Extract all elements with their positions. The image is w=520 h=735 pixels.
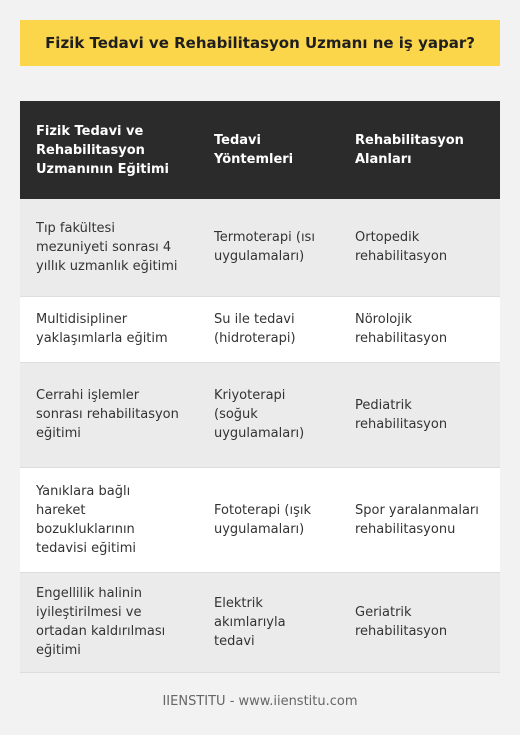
table-header-row bbox=[20, 101, 500, 199]
table-cell: Engellilik halinin iyileştirilmesi ve ortadan kaldırılması eğitimi bbox=[20, 572, 198, 672]
footer-credit: IIENSTITU - www.iienstitu.com bbox=[162, 694, 358, 709]
table-cell: Kriyoterapi (soğuk uygulamaları) bbox=[198, 362, 339, 467]
table-cell: Cerrahi işlemler sonrası rehabilitasyon eğitimi bbox=[20, 362, 198, 467]
table-cell: Geriatrik rehabilitasyon bbox=[339, 572, 500, 672]
header-rehabilitation-areas: Rehabilitasyon Alanları bbox=[339, 101, 500, 199]
header-treatment-methods: Tedavi Yöntemleri bbox=[198, 101, 339, 199]
table-row bbox=[20, 572, 500, 672]
table-cell: Multidisipliner yaklaşımlarla eğitim bbox=[20, 296, 198, 362]
info-table bbox=[20, 101, 500, 673]
page-title: Fizik Tedavi ve Rehabilitasyon Uzmanı ne iş yapar? bbox=[45, 34, 475, 52]
title-banner bbox=[20, 20, 500, 66]
table-cell: Ortopedik rehabilitasyon bbox=[339, 199, 500, 296]
table-cell: Elektrik akımlarıyla tedavi bbox=[198, 572, 339, 672]
header-education: Fizik Tedavi ve Rehabilitasyon Uzmanının Eğitimi bbox=[20, 101, 198, 199]
table-cell: Pediatrik rehabilitasyon bbox=[339, 362, 500, 467]
table-cell: Yanıklara bağlı hareket bozukluklarının tedavisi eğitimi bbox=[20, 467, 198, 572]
table-cell: Su ile tedavi (hidroterapi) bbox=[198, 296, 339, 362]
table-row bbox=[20, 296, 500, 362]
table-row bbox=[20, 467, 500, 572]
table-row bbox=[20, 362, 500, 467]
table-cell: Tıp fakültesi mezuniyeti sonrası 4 yıllık uzmanlık eğitimi bbox=[20, 199, 198, 296]
table-row bbox=[20, 199, 500, 296]
table-cell: Termoterapi (ısı uygulamaları) bbox=[198, 199, 339, 296]
table-cell: Nörolojik rehabilitasyon bbox=[339, 296, 500, 362]
table-cell: Fototerapi (ışık uygulamaları) bbox=[198, 467, 339, 572]
table-cell: Spor yaralanmaları rehabilitasyonu bbox=[339, 467, 500, 572]
